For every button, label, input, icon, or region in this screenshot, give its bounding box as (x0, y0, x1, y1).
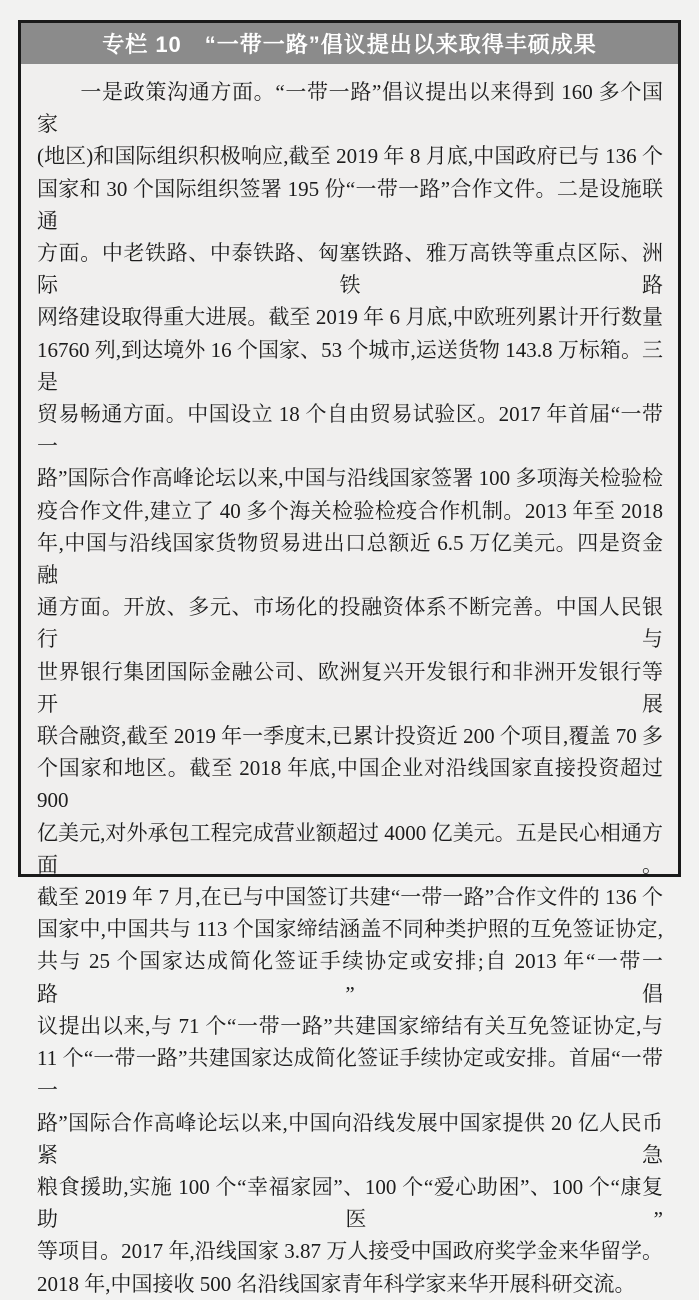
text-line: 方面。中老铁路、中泰铁路、匈塞铁路、雅万高铁等重点区际、洲际铁路 (37, 241, 663, 298)
text-line: 贸易畅通方面。中国设立 18 个自由贸易试验区。2017 年首届“一带一 (37, 402, 663, 459)
text-line: 一是政策沟通方面。“一带一路”倡议提出以来得到 160 多个国家 (37, 80, 663, 137)
text-line: 国家中,中国共与 113 个国家缔结涵盖不同种类护照的互免签证协定, (37, 917, 663, 942)
text-line: 个国家和地区。截至 2018 年底,中国企业对沿线国家直接投资超过 900 (37, 756, 663, 813)
text-line: 国家和 30 个国际组织签署 195 份“一带一路”合作文件。二是设施联通 (37, 176, 663, 233)
text-line: 网络建设取得重大进展。截至 2019 年 6 月底,中欧班列累计开行数量 (37, 305, 663, 330)
text-line: 共与 25 个国家达成简化签证手续协定或安排;自 2013 年“一带一路”倡 (37, 949, 663, 1006)
text-line: 疫合作文件,建立了 40 多个海关检验检疫合作机制。2013 年至 2018 (37, 498, 663, 523)
column-header-bar (21, 23, 678, 64)
text-line: (地区)和国际组织积极响应,截至 2019 年 8 月底,中国政府已与 136 个 (37, 144, 663, 169)
column-box (18, 20, 681, 1296)
text-line: 通方面。开放、多元、市场化的投融资体系不断完善。中国人民银行与 (37, 595, 663, 652)
text-line: 路”国际合作高峰论坛以来,中国与沿线国家签署 100 多项海关检验检 (37, 466, 663, 491)
text-line: 亿美元,对外承包工程完成营业额超过 4000 亿美元。五是民心相通方面。 (37, 820, 663, 877)
text-line: 世界银行集团国际金融公司、欧洲复兴开发银行和非洲开发银行等开展 (37, 659, 663, 716)
text-line: 联合融资,截至 2019 年一季度末,已累计投资近 200 个项目,覆盖 70 多 (37, 724, 663, 749)
text-line: 年,中国与沿线国家货物贸易进出口总额近 6.5 万亿美元。四是资金融 (37, 530, 663, 588)
text-line: 路”国际合作高峰论坛以来,中国向沿线发展中国家提供 20 亿人民币紧急 (37, 1110, 663, 1167)
text-line: 等项目。2017 年,沿线国家 3.87 万人接受中国政府奖学金来华留学。 (37, 1239, 663, 1264)
text-line: 2018 年,中国接收 500 名沿线国家青年科学家来华开展科研交流。 (37, 1271, 636, 1296)
text-line: 11 个“一带一路”共建国家达成简化签证手续协定或安排。首届“一带一 (37, 1046, 663, 1103)
column-title: 专栏 10 “一带一路”倡议提出以来取得丰硕成果 (102, 32, 597, 57)
column-body-text (21, 64, 678, 1300)
text-line: 议提出以来,与 71 个“一带一路”共建国家缔结有关互免签证协定,与 (37, 1013, 663, 1038)
text-line: 粮食援助,实施 100 个“幸福家园”、100 个“爱心助困”、100 个“康复助医” (37, 1174, 663, 1232)
text-line: 截至 2019 年 7 月,在已与中国签订共建“一带一路”合作文件的 136 个 (37, 885, 663, 910)
text-line: 16760 列,到达境外 16 个国家、53 个城市,运送货物 143.8 万标箱。三是 (37, 337, 663, 394)
